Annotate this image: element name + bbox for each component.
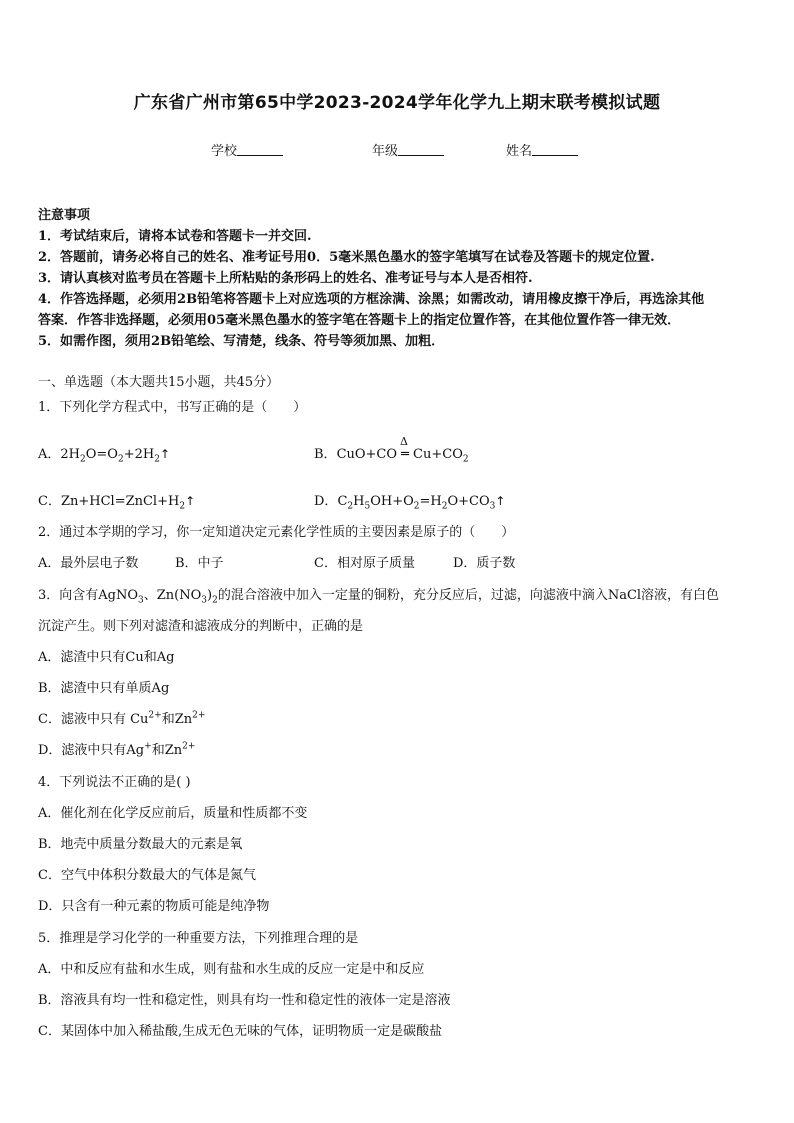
q2-option-b: B．中子: [175, 556, 224, 571]
q3-option-c: [38, 708, 205, 727]
question-2-stem: 2．通过本学期的学习，你一定知道决定元素化学性质的主要因素是原子的（ ）: [38, 525, 515, 540]
subscript: 2: [117, 454, 124, 465]
subscript: 2: [212, 595, 218, 606]
option-text: 和Zn: [151, 743, 183, 758]
superscript: 2+: [182, 741, 196, 752]
q3-option-b: B．滤渣中只有单质Ag: [38, 681, 170, 696]
formula-part: Cu+CO: [413, 447, 463, 462]
school-blank: [237, 143, 283, 156]
option-text: D．滤液中只有Ag: [38, 743, 145, 758]
subscript: 3: [201, 595, 207, 606]
option-label: D．: [314, 494, 338, 509]
formula-part: CuO+CO: [336, 447, 398, 462]
q1-option-c: [38, 490, 195, 512]
notice-item: 2．答题前，请务必将自己的姓名、准考证号用0．5毫米黑色墨水的签字笔填写在试卷及答题卡的规定位置.: [38, 250, 655, 265]
stem-part: ): [207, 588, 213, 603]
q1-option-a: [38, 443, 170, 465]
option-label: B．: [314, 447, 337, 462]
subscript: 3: [138, 595, 144, 606]
q3-option-d: [38, 739, 195, 758]
option-label: A．: [38, 447, 61, 462]
grade-label: 年级: [372, 144, 399, 159]
q2-option-a: A．最外层电子数: [38, 556, 139, 571]
stem-part: 3．向含有AgNO: [38, 588, 139, 603]
subscript: 2: [441, 501, 448, 512]
school-field: [211, 140, 283, 159]
superscript: 2+: [192, 710, 206, 721]
stem-part: 、Zn(NO: [143, 588, 202, 603]
notice-item: 1．考试结束后，请将本试卷和答题卡一并交回.: [38, 229, 312, 244]
name-blank: [532, 143, 578, 156]
subscript: 2: [179, 501, 186, 512]
q4-option-d: D．只含有一种元素的物质可能是纯净物: [38, 899, 270, 914]
q4-option-a: A．催化剂在化学反应前后，质量和性质都不变: [38, 806, 308, 821]
formula-part: =H: [419, 494, 442, 509]
option-text: C．滤液中只有 Cu: [38, 712, 149, 727]
question-5-stem: 5．推理是学习化学的一种重要方法，下列推理合理的是: [38, 931, 359, 946]
gas-arrow-icon: ↑: [185, 494, 196, 508]
gas-arrow-icon: ↑: [159, 447, 170, 461]
formula-part: 2H: [60, 447, 80, 462]
q4-option-c: C．空气中体积分数最大的气体是氮气: [38, 868, 256, 883]
notice-item: 答案．作答非选择题，必须用05毫米黑色墨水的签字笔在答题卡上的指定位置作答，在其他位置作答一律无效．: [38, 313, 681, 328]
page-title: 广东省广州市第65中学2023-2024学年化学九上期末联考模拟试题: [133, 93, 661, 113]
formula-part: O=O: [85, 447, 118, 462]
notice-item: 3．请认真核对监考员在答题卡上所粘贴的条形码上的姓名、准考证号与本人是否相符.: [38, 271, 533, 286]
subscript: 2: [347, 501, 354, 512]
q5-option-c: C．某固体中加入稀盐酸,生成无色无味的气体，证明物质一定是碳酸盐: [38, 1024, 443, 1039]
question-4-stem: 4．下列说法不正确的是( ): [38, 775, 191, 790]
subscript: 2: [80, 454, 86, 465]
formula-part: C: [337, 494, 348, 509]
question-3-stem: [38, 584, 719, 606]
grade-field: [372, 140, 444, 159]
formula-part: +2H: [123, 447, 155, 462]
gas-arrow-icon: ↑: [495, 494, 506, 508]
grade-blank: [398, 143, 444, 156]
notice-item: 5．如需作图，须用2B铅笔绘、写清楚，线条、符号等须加黑、加粗．: [38, 334, 445, 349]
q2-option-d: D．质子数: [453, 556, 516, 571]
q4-option-b: B．地壳中质量分数最大的元素是氧: [38, 837, 243, 852]
superscript: 2+: [148, 710, 162, 721]
q1-option-b: [314, 435, 469, 465]
notice-heading: 注意事项: [38, 208, 91, 223]
option-text: 和Zn: [161, 712, 193, 727]
notice-item: 4．作答选择题，必须用2B铅笔将答题卡上对应选项的方框涂满、涂黑；如需改动，请用橡皮擦干净后，再选涂其他: [38, 292, 705, 307]
formula-part: O+CO: [447, 494, 490, 509]
q5-option-a: A．中和反应有盐和水生成，则有盐和水生成的反应一定是中和反应: [38, 962, 425, 977]
school-label: 学校: [211, 144, 238, 159]
name-label: 姓名: [506, 144, 533, 159]
subscript: 2: [462, 454, 469, 465]
heat-equals-sign: Δ ═: [400, 435, 409, 462]
superscript: +: [144, 741, 152, 752]
section-heading: 一、单选题（本大题共15小题，共45分）: [38, 375, 280, 390]
formula-part: H: [353, 494, 365, 509]
subscript: 2: [413, 501, 420, 512]
q1-option-d: [314, 490, 505, 512]
option-label: C．: [38, 494, 61, 509]
subscript: 2: [154, 454, 160, 465]
delta-symbol: Δ: [400, 435, 408, 448]
subscript: 5: [364, 501, 371, 512]
formula-part: Zn+HCl=ZnCl+H: [60, 494, 180, 509]
q3-option-a: A．滤渣中只有Cu和Ag: [38, 650, 175, 665]
question-1-stem: 1．下列化学方程式中，书写正确的是（ ）: [38, 400, 307, 415]
name-field: [506, 140, 578, 159]
q2-option-c: C．相对原子质量: [314, 556, 415, 571]
q5-option-b: B．溶液具有均一性和稳定性，则具有均一性和稳定性的液体一定是溶液: [38, 993, 451, 1008]
formula-part: OH+O: [370, 494, 414, 509]
stem-part: 的混合溶液中加入一定量的铜粉，充分反应后，过滤，向滤液中滴入NaCl溶液，有白色: [217, 588, 720, 603]
subscript: 3: [489, 501, 496, 512]
question-3-stem-line2: 沉淀产生。则下列对滤渣和滤液成分的判断中，正确的是: [38, 619, 364, 634]
